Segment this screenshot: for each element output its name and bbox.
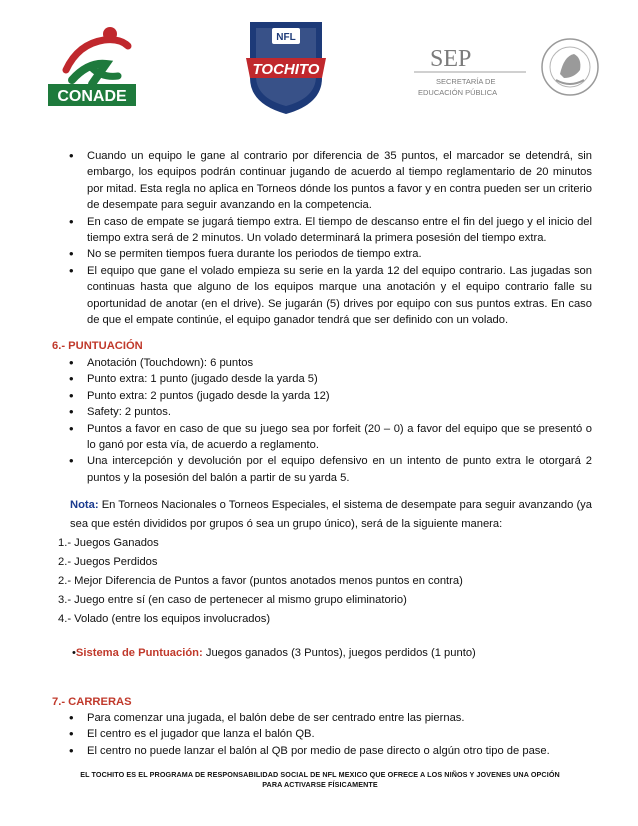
list-item: • El centro no puede lanzar el balón al QB por medio de pase directo o algún otro tipo de pase. [52,743,592,759]
page-header [0,0,638,140]
nota-label: Nota: [70,499,99,512]
list-item: • No se permiten tiempos fuera durante los periodos de tiempo extra. [52,246,592,262]
sistema-label: Sistema de Puntuación: [75,647,203,660]
section6-heading: 6.- PUNTUACIÓN [52,340,143,353]
list-item: 4.- Volado (entre los equipos involucrados) [58,613,271,626]
nota-paragraph [52,496,592,534]
tochito-logo [246,18,326,116]
list-item: 2.- Juegos Perdidos [58,556,158,569]
list-item: • Para comenzar una jugada, el balón debe de ser centrado entre las piernas. [52,710,592,726]
sistema-text: Juegos ganados (3 Puntos), juegos perdidos (1 punto) [202,647,476,660]
list-item: • Cuando un equipo le gane al contrario por diferencia de 35 puntos, el marcador se detendrá, sin embargo, los equipos podrán continuar jugando de acuerdo al tiempo reglamentario de 20 minutos por mitad. Esta regla no aplica en Torneos dónde los puntos a favor y en contra pueden ser un criterio de desempate para seguir avanzando en la competencia. [52,148,592,214]
list-item: • Punto extra: 2 puntos (jugado desde la yarda 12) [52,388,592,404]
list-item: • Anotación (Touchdown): 6 puntos [52,355,592,371]
list-item: 3.- Juego entre sí (en caso de pertenecer al mismo grupo eliminatorio) [58,594,407,607]
section7-list [52,710,592,759]
sep-logo [410,40,530,102]
list-item: • Una intercepción y devolución por el equipo defensivo en un intento de punto extra le otorgará 2 puntos y la posesión del balón a partir de su yarda 5. [52,453,592,486]
section5-list [52,148,592,328]
list-item: • Punto extra: 1 punto (jugado desde la yarda 5) [52,371,592,387]
sep-line1: SECRETARÍA DE [436,77,496,86]
conade-text: CONADE [57,88,127,105]
footer-line1: EL TOCHITO ES EL PROGRAMA DE RESPONSABILIDAD SOCIAL DE NFL MEXICO QUE OFRECE A LOS NIÑOS Y JOVENES UNA OPCIÓN [80,770,560,779]
page-footer [80,770,560,790]
list-item: 2.- Mejor Diferencia de Puntos a favor (puntos anotados menos puntos en contra) [58,575,463,588]
section6-list [52,355,592,486]
tiebreak-list [52,534,592,629]
bullet-icon: • [72,647,76,660]
section7-heading: 7.- CARRERAS [52,695,132,708]
tochito-text: TOCHITO [252,61,320,78]
document-body [52,148,592,759]
list-item: • El equipo que gane el volado empieza su serie en la yarda 12 del equipo contrario. Las jugadas son continuas hasta que alguno de los equipos marque una anotación y el equipo contrario falle su oportunidad de anotar (en el drive). Se jugarán (5) drives por equipo con sus puntos extras. En caso de que el empate continúe, el equipo ganador tendrá que ser definido con un volado. [52,263,592,329]
list-item: 1.- Juegos Ganados [58,537,159,550]
list-item: • En caso de empate se jugará tiempo extra. El tiempo de descanso entre el fin del juego y el inicio del tiempo extra será de 2 minutos. Un volado determinará la primera posesión del tiempo extra. [52,214,592,247]
list-item: • Puntos a favor en caso de que su juego sea por forfeit (20 – 0) a favor del equipo que se presentó o lo ganó por esta vía, de acuerdo a reglamento. [52,421,592,454]
footer-line2: PARA ACTIVARSE FÍSICAMENTE [262,780,378,789]
conade-logo [48,22,138,107]
nota-text: En Torneos Nacionales o Torneos Especiales, el sistema de desempate para seguir avanzando (ya sea que estén divididos por grupos ó sea un grupo único), será de la siguiente manera: [70,499,592,531]
list-item: • Safety: 2 puntos. [52,404,592,420]
sep-line2: EDUCACIÓN PÚBLICA [418,88,498,97]
sistema-paragraph [52,645,592,661]
nfl-text: NFL [276,32,296,43]
list-item: • El centro es el jugador que lanza el balón QB. [52,726,592,742]
mexico-seal-icon [540,34,600,100]
sep-text: SEP [430,46,472,72]
